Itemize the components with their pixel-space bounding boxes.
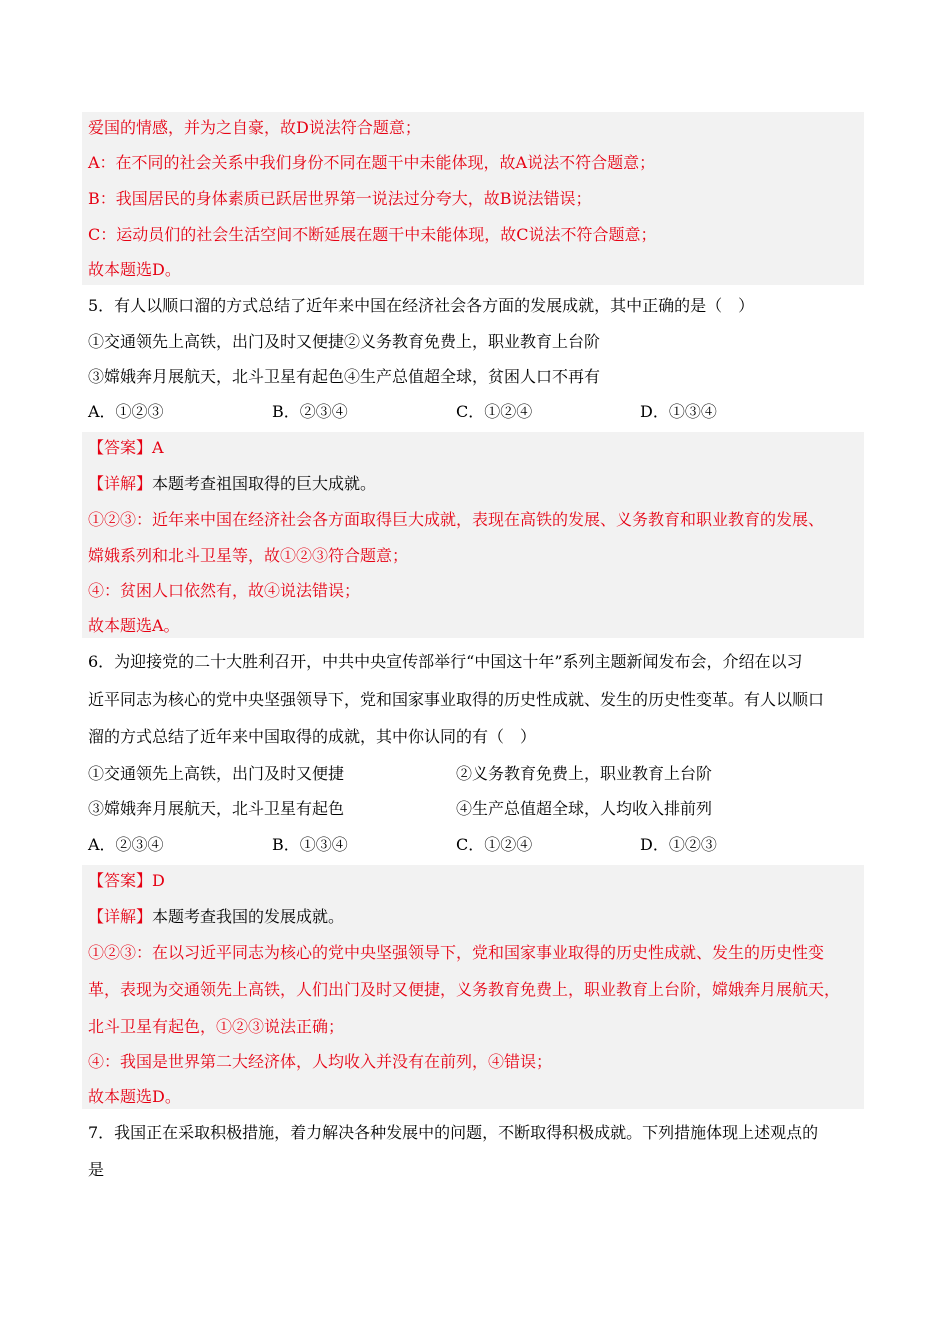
question-5-answer: 【答案】A bbox=[88, 438, 164, 457]
question-7-stem: 7．我国正在采取积极措施，着力解决各种发展中的问题，不断取得积极成就。下列措施体现上述观点的 bbox=[88, 1123, 819, 1142]
question-6-stem: 6．为迎接党的二十大胜利召开，中共中央宣传部举行“中国这十年”系列主题新闻发布会，介绍在以习 bbox=[88, 652, 803, 671]
question-6-item: ①交通领先上高铁，出门及时又便捷 bbox=[88, 764, 345, 783]
question-6-item: ③嫦娥奔月展航天，北斗卫星有起色 bbox=[88, 799, 345, 818]
detail-label: 【详解】 bbox=[88, 907, 153, 926]
question-6-stem: 溜的方式总结了近年来中国取得的成就，其中你认同的有（ ） bbox=[88, 727, 537, 746]
question-5-item: ③嫦娥奔月展航天，北斗卫星有起色④生产总值超全球，贫困人口不再有 bbox=[88, 367, 601, 386]
question-6-stem: 近平同志为核心的党中央坚强领导下，党和国家事业取得的历史性成就、发生的历史性变革。有人以顺口 bbox=[88, 690, 825, 709]
question-5-analysis: 嫦娥系列和北斗卫星等，故①②③符合题意； bbox=[88, 546, 409, 565]
question-6-option-d: D．①②③ bbox=[640, 835, 717, 854]
question-7-stem: 是 bbox=[88, 1160, 105, 1179]
question-6-analysis: ①②③：在以习近平同志为核心的党中央坚强领导下，党和国家事业取得的历史性成就、发生的历史性变 bbox=[88, 943, 825, 962]
detail-label: 【详解】 bbox=[88, 474, 153, 493]
question-6-detail bbox=[88, 905, 344, 929]
question-5-analysis: ①②③：近年来中国在经济社会各方面取得巨大成就，表现在高铁的发展、义务教育和职业教育的发展、 bbox=[88, 510, 825, 529]
question-5-detail bbox=[88, 472, 376, 496]
question-5-conclusion: 故本题选A。 bbox=[88, 616, 180, 635]
detail-text: 本题考查祖国取得的巨大成就。 bbox=[152, 474, 377, 493]
analysis-line: 爱国的情感，并为之自豪，故D说法符合题意； bbox=[88, 118, 421, 137]
question-5-stem: 5．有人以顺口溜的方式总结了近年来中国在经济社会各方面的发展成就，其中正确的是（ ） bbox=[88, 296, 755, 315]
question-6-answer: 【答案】D bbox=[88, 871, 165, 890]
answer-box bbox=[82, 432, 864, 638]
question-6-option-a: A．②③④ bbox=[88, 835, 164, 854]
analysis-line: B：我国居民的身体素质已跃居世界第一说法过分夸大，故B说法错误； bbox=[88, 189, 592, 208]
question-5-option-a: A．①②③ bbox=[88, 402, 164, 421]
question-6-item: ②义务教育免费上，职业教育上台阶 bbox=[456, 764, 713, 783]
question-5-item: ①交通领先上高铁，出门及时又便捷②义务教育免费上，职业教育上台阶 bbox=[88, 332, 601, 351]
question-5-analysis: ④：贫困人口依然有，故④说法错误； bbox=[88, 581, 361, 600]
question-6-option-c: C．①②④ bbox=[456, 835, 533, 854]
question-5-option-c: C．①②④ bbox=[456, 402, 533, 421]
question-6-analysis: 北斗卫星有起色，①②③说法正确； bbox=[88, 1017, 345, 1036]
question-6-item: ④生产总值超全球，人均收入排前列 bbox=[456, 799, 713, 818]
detail-text: 本题考查我国的发展成就。 bbox=[152, 907, 345, 926]
question-6-analysis: ④：我国是世界第二大经济体，人均收入并没有在前列，④错误； bbox=[88, 1052, 553, 1071]
question-6-option-b: B．①③④ bbox=[272, 835, 348, 854]
question-6-conclusion: 故本题选D。 bbox=[88, 1087, 181, 1106]
question-5-option-d: D．①③④ bbox=[640, 402, 717, 421]
question-6-analysis: 革，表现为交通领先上高铁，人们出门及时又便捷，义务教育免费上，职业教育上台阶，嫦娥奔月展航天， bbox=[88, 980, 841, 999]
analysis-conclusion: 故本题选D。 bbox=[88, 260, 181, 279]
analysis-line: C：运动员们的社会生活空间不断延展在题干中未能体现，故C说法不符合题意； bbox=[88, 225, 657, 244]
question-5-option-b: B．②③④ bbox=[272, 402, 348, 421]
analysis-line: A：在不同的社会关系中我们身份不同在题干中未能体现，故A说法不符合题意； bbox=[88, 153, 656, 172]
